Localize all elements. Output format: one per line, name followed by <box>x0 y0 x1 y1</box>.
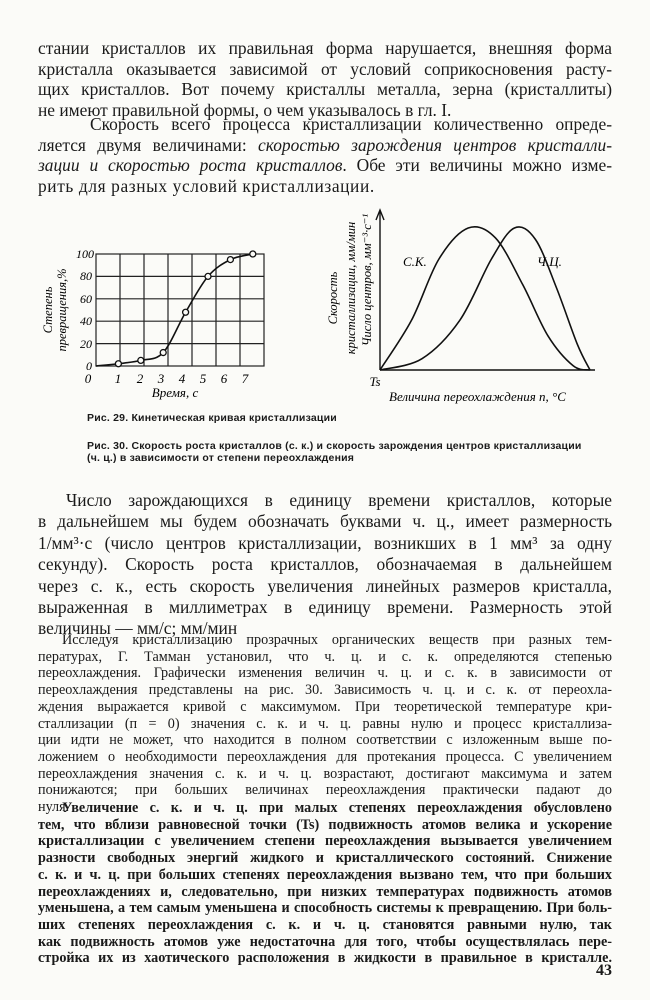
paragraph-explanation <box>0 800 650 967</box>
y-label-line: кристаллизации, мм/мин <box>344 221 358 355</box>
data-point <box>250 251 256 257</box>
y-label-line: Скорость <box>326 271 340 325</box>
x-tick-label: 1 <box>114 371 122 386</box>
text-line: тем, что вблизи равновесной точки (Ts) подвижность атомов велика и ускорение <box>38 816 612 833</box>
italic-term: зации и скоростью роста кристаллов <box>38 155 343 176</box>
text-line: переохлаждениях и, следовательно, при низких температурах подвижность атомов <box>38 883 612 900</box>
italic-term: скоростью зарождения центров кристалли- <box>258 134 612 155</box>
x-tick-label: 7 <box>241 371 249 386</box>
y-label-line: превращения,% <box>55 268 69 352</box>
text-line: ложением о необходимости переохлаждения для протекания процесса. С увеличением <box>38 748 612 765</box>
text-line: с. к. и ч. ц. при больших степенях переохлаждения вызвано тем, что при больших <box>38 866 612 883</box>
text-line: понижаются; при больших величинах переохлаждения практически падают до <box>38 782 612 799</box>
text-line: переохлаждения представлены на рис. 30. Зависимость ч. ц. и с. к. от переохла- <box>38 682 612 699</box>
text-line: 1/мм³·с (число центров кристаллизации, возникших в 1 мм³ за одну <box>38 532 612 553</box>
text-line: стании кристаллов их правильная форма нарушается, внешняя форма <box>38 38 612 58</box>
y-tick-label: 20 <box>80 337 92 351</box>
fig30-y-axis-label <box>326 214 374 355</box>
text-line: Увеличение с. к. и ч. ц. при малых степенях переохлаждения обусловлено <box>62 800 612 816</box>
text-line: выраженная в миллиметрах в единицу времени. Размерность этой <box>38 597 612 618</box>
text-line: сталлизации (п = 0) значения с. к. и ч. ц. равны нулю и процесс кристаллиза- <box>38 715 612 732</box>
caption-line: (ч. ц.) в зависимости от степени переохлаждения <box>87 452 355 464</box>
fig30-axes <box>376 210 595 370</box>
text-line: переохлаждения значения с. к. и ч. ц. возрастают, достигают максимума и затем <box>38 765 612 782</box>
fig30-x-axis-label: Величина переохлаждения п, °С <box>389 389 566 404</box>
text-line: уменьшена, а тем самым уменьшена и способность системы к превращению. При боль- <box>38 900 612 917</box>
text-line: ждения выражается кривой с максимумом. При теоретической температуре кри- <box>38 698 612 715</box>
text-line: в дальнейшем мы будем обозначать буквами ч. ц., имеет размерность <box>38 511 612 532</box>
text-line: Скорость всего процесса кристаллизации количественно опреде- <box>90 114 612 134</box>
caption-line: Рис. 30. Скорость роста кристаллов (с. к.) и скорость зарождения центров кристаллизации <box>87 440 582 452</box>
text-line: разности свободных энергий жидкого и кристаллического состояний. Снижение <box>38 850 612 867</box>
x-tick-label: 0 <box>84 371 92 386</box>
x-tick-label: 2 <box>136 371 144 386</box>
curve-sk <box>380 227 590 370</box>
text-line: ции идти не может, что находится в полном соответствии с изложенным выше по- <box>38 732 612 749</box>
y-tick-label: 40 <box>80 314 92 328</box>
x-tick-label: 5 <box>199 371 207 386</box>
text-line: Число зарождающихся в единицу времени кристаллов, которые <box>66 490 612 510</box>
fig29-points <box>115 251 255 367</box>
fig29-grid <box>96 254 264 366</box>
data-point <box>138 357 144 363</box>
y-tick-label: 80 <box>80 269 92 283</box>
y-tick-label: 60 <box>80 292 92 306</box>
fig29-x-axis-label: Время, с <box>151 385 199 400</box>
x-tick-label: 3 <box>157 371 165 386</box>
text-line <box>38 155 612 176</box>
curve-chc <box>380 227 590 370</box>
text-line: секунду). Скорость роста кристаллов, обозначаемая в дальнейшем <box>38 554 612 575</box>
text-line: кристалла оказывается зависимой от условий соприкосновения расту- <box>38 58 612 79</box>
text-line: пературах, Г. Тамман установил, что ч. ц. и с. к. определяются степенью <box>38 648 612 665</box>
data-point <box>227 257 233 263</box>
x-tick-label: 6 <box>220 371 228 386</box>
text-line: Исследуя кристаллизацию прозрачных органических веществ при разных тем- <box>62 632 612 648</box>
y-tick-label: 100 <box>76 247 94 261</box>
curve-chc-label: Ч.Ц. <box>537 254 562 269</box>
data-point <box>160 350 166 356</box>
text-line: щих кристаллов. Вот почему кристаллы металла, зерна (кристаллиты) <box>38 79 612 100</box>
fig29-y-axis-label <box>38 245 72 375</box>
paragraph-definitions <box>0 490 650 640</box>
figure-30-growth-nucleation <box>305 198 615 416</box>
y-tick-label: 0 <box>86 359 92 373</box>
paragraph-tamman <box>0 632 650 816</box>
text-line: переохлаждения. Графически изменения величин ч. ц. и с. к. в зависимости от <box>38 665 612 682</box>
text-line: рить для разных условий кристаллизации. <box>38 175 375 196</box>
caption-fig-29: Рис. 29. Кинетическая кривая кристаллизации <box>87 412 337 424</box>
text-line: как подвижность атомов уже недостаточна для того, чтобы осуществлялась пере- <box>38 933 612 950</box>
text-line <box>38 135 612 156</box>
text-line: нуля. <box>38 799 70 816</box>
plot-frame <box>96 254 264 366</box>
x-tick-label: 4 <box>178 371 186 386</box>
data-point <box>115 361 121 367</box>
text-line: величины — мм/с; мм/мин <box>38 618 238 639</box>
text-line: кристаллизации с увеличением степени переохлаждения вызывается увеличением <box>38 833 612 850</box>
text-line: через с. к., есть скорость увеличения линейных размеров кристалла, <box>38 575 612 596</box>
paragraph-continuation <box>0 38 650 120</box>
data-point <box>183 309 189 315</box>
text-line: стройка их из хаотического расположения в жидкости в правильное в кристалле. <box>38 950 612 967</box>
figure-29-kinetic-curve <box>70 245 280 405</box>
paragraph-crystallization-rate <box>0 114 650 196</box>
curve-sk-label: С.К. <box>403 254 427 269</box>
page-number: 43 <box>596 962 612 979</box>
y-label-line: Число центров, мм⁻³·с⁻¹ <box>360 213 374 347</box>
y-label-line: Степень <box>41 286 55 334</box>
caption-fig-30 <box>87 440 617 464</box>
data-point <box>205 273 211 279</box>
text-fragment: . Обе эти величины можно изме- <box>342 155 612 176</box>
text-line: ших степенях переохлаждения с. к. и ч. ц. становятся равными нулю, так <box>38 916 612 933</box>
origin-label: Ts <box>369 374 381 389</box>
text-fragment: ляется двумя величинами: <box>38 134 259 155</box>
text-line: не имеют правильной формы, о чем указывалось в гл. I. <box>38 99 452 120</box>
fig29-yticks <box>76 247 94 373</box>
fig29-xticks <box>85 371 249 386</box>
